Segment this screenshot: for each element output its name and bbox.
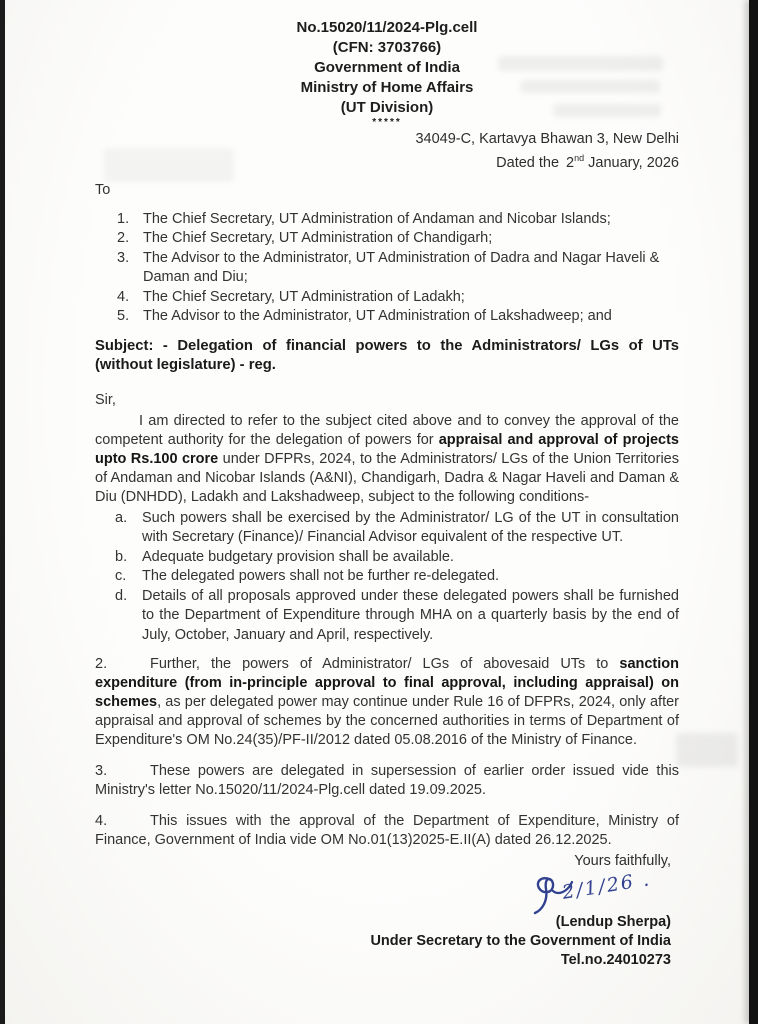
dateline-block: [95, 130, 679, 173]
signatory-name: (Lendup Sherpa): [555, 914, 671, 931]
list-letter: d.: [115, 587, 128, 604]
file-number: No.15020/11/2024-Plg.cell: [296, 19, 478, 36]
date-rest: January, 2026: [584, 154, 679, 171]
para3-text: These powers are delegated in supersession of earlier order issued vide this Ministry's letter No.15020/11/2024-Plg.cell dated 19.09.2025.: [95, 763, 679, 799]
condition-text: The delegated powers shall not be further re-delegated.: [142, 568, 500, 585]
para-number: 2.: [95, 656, 108, 673]
letter-head: [95, 0, 679, 128]
addressee-item: [117, 210, 679, 230]
government-name: Government of India: [314, 59, 460, 76]
separator-stars: *****: [372, 117, 402, 128]
bleedthrough-mark: [676, 733, 738, 767]
condition-item: [115, 587, 679, 646]
closing-block: [95, 852, 679, 970]
division-name: (UT Division): [340, 99, 434, 116]
date-prefix: Dated the: [496, 154, 560, 171]
list-number: 3.: [117, 249, 130, 266]
addressee-item: [117, 307, 679, 327]
valediction: Yours faithfully,: [574, 853, 671, 870]
paragraph-2: [95, 655, 679, 750]
list-number: 2.: [117, 230, 130, 247]
para-number: 4.: [95, 813, 108, 830]
to-label: To: [95, 181, 111, 198]
signature-date-note: 2/1/26 .: [560, 868, 653, 905]
photo-edge-right: [749, 0, 758, 1024]
signatory-telephone: Tel.no.24010273: [560, 952, 671, 969]
photo-edge-left: [0, 0, 5, 1024]
condition-item: [115, 509, 679, 548]
letter-date: [95, 149, 679, 173]
condition-text: Such powers shall be exercised by the Administrator/ LG of the UT in consultation with Secretary (Finance)/ Financial Advisor equivalent of the respective UT.: [142, 509, 679, 546]
para1-lead: I am directed to refer to the subject cited above and to convey the approval of the competent authority for the delegation of powers for: [95, 412, 679, 448]
cfn-number: (CFN: 3703766): [332, 39, 442, 56]
paragraph-4: [95, 812, 679, 850]
addressee-list: [95, 210, 679, 327]
list-number: 1.: [117, 210, 130, 227]
salutation: Sir,: [95, 391, 116, 408]
addressee-item: [117, 249, 679, 288]
list-letter: b.: [115, 548, 128, 565]
office-address: 34049-C, Kartavya Bhawan 3, New Delhi: [415, 131, 679, 147]
condition-item: [115, 548, 679, 568]
addressee-text: The Advisor to the Administrator, UT Administration of Dadra and Nagar Haveli & Daman and Diu;: [143, 249, 660, 286]
para2-lead: Further, the powers of Administrator/ LGs of abovesaid UTs to: [150, 656, 620, 673]
date-day: 2: [566, 154, 575, 171]
paragraph-3: [95, 762, 679, 800]
ministry-name: Ministry of Home Affairs: [300, 79, 474, 96]
para4-text: This issues with the approval of the Department of Expenditure, Ministry of Finance, Government of India vide OM No.01(13)2025-E.II(A) dated 26.12.2025.: [95, 813, 679, 849]
para-number: 3.: [95, 763, 108, 780]
addressee-text: The Chief Secretary, UT Administration of Andaman and Nicobar Islands;: [143, 210, 611, 227]
para1-bold: appraisal and approval of projects upto Rs.100 crore: [95, 431, 679, 467]
condition-text: Adequate budgetary provision shall be available.: [142, 548, 454, 565]
signature-area: [95, 868, 671, 913]
addressee-text: The Chief Secretary, UT Administration of Chandigarh;: [143, 230, 493, 247]
addressee-item: [117, 288, 679, 308]
addressee-item: [117, 229, 679, 249]
list-letter: c.: [115, 568, 127, 585]
condition-text: Details of all proposals approved under these delegated powers shall be furnished to the Department of Expenditure through MHA on a quarterly basis by the end of July, October, January and April, respectively.: [142, 587, 679, 643]
conditions-list: [95, 509, 679, 646]
date-ordinal: nd: [574, 153, 585, 163]
addressee-text: The Chief Secretary, UT Administration of Ladakh;: [143, 288, 465, 305]
list-number: 4.: [117, 288, 130, 305]
list-letter: a.: [115, 509, 128, 526]
para1-tail: under DFPRs, 2024, to the Administrators/ LGs of the Union Territories of Andaman and Nicobar Islands (A&NI), Chandigarh, Dadra & Nagar Haveli and Daman & Diu (DNHDD), Ladakh and Lakshadweep, subject to the following conditions-: [95, 450, 679, 505]
letter-body: [95, 0, 679, 970]
paragraph-1: [95, 412, 679, 507]
subject-line: Subject: - Delegation of financial powers to the Administrators/ LGs of UTs (without legislature) - reg.: [95, 337, 679, 373]
para2-bold: sanction expenditure (from in-principle approval to final approval, including appraisal) on schemes: [95, 656, 679, 711]
list-number: 5.: [117, 308, 130, 325]
condition-item: [115, 567, 679, 587]
signatory-title: Under Secretary to the Government of India: [370, 933, 671, 950]
addressee-text: The Advisor to the Administrator, UT Administration of Lakshadweep; and: [143, 308, 612, 325]
para2-tail: , as per delegated power may continue under Rule 16 of DFPRs, 2024, only after appraisal and approval of schemes by the concerned authorities in terms of Department of Expenditure's OM No.24(35)/PF-II/2012 dated 05.08.2016 of the Ministry of Finance.: [95, 694, 679, 749]
